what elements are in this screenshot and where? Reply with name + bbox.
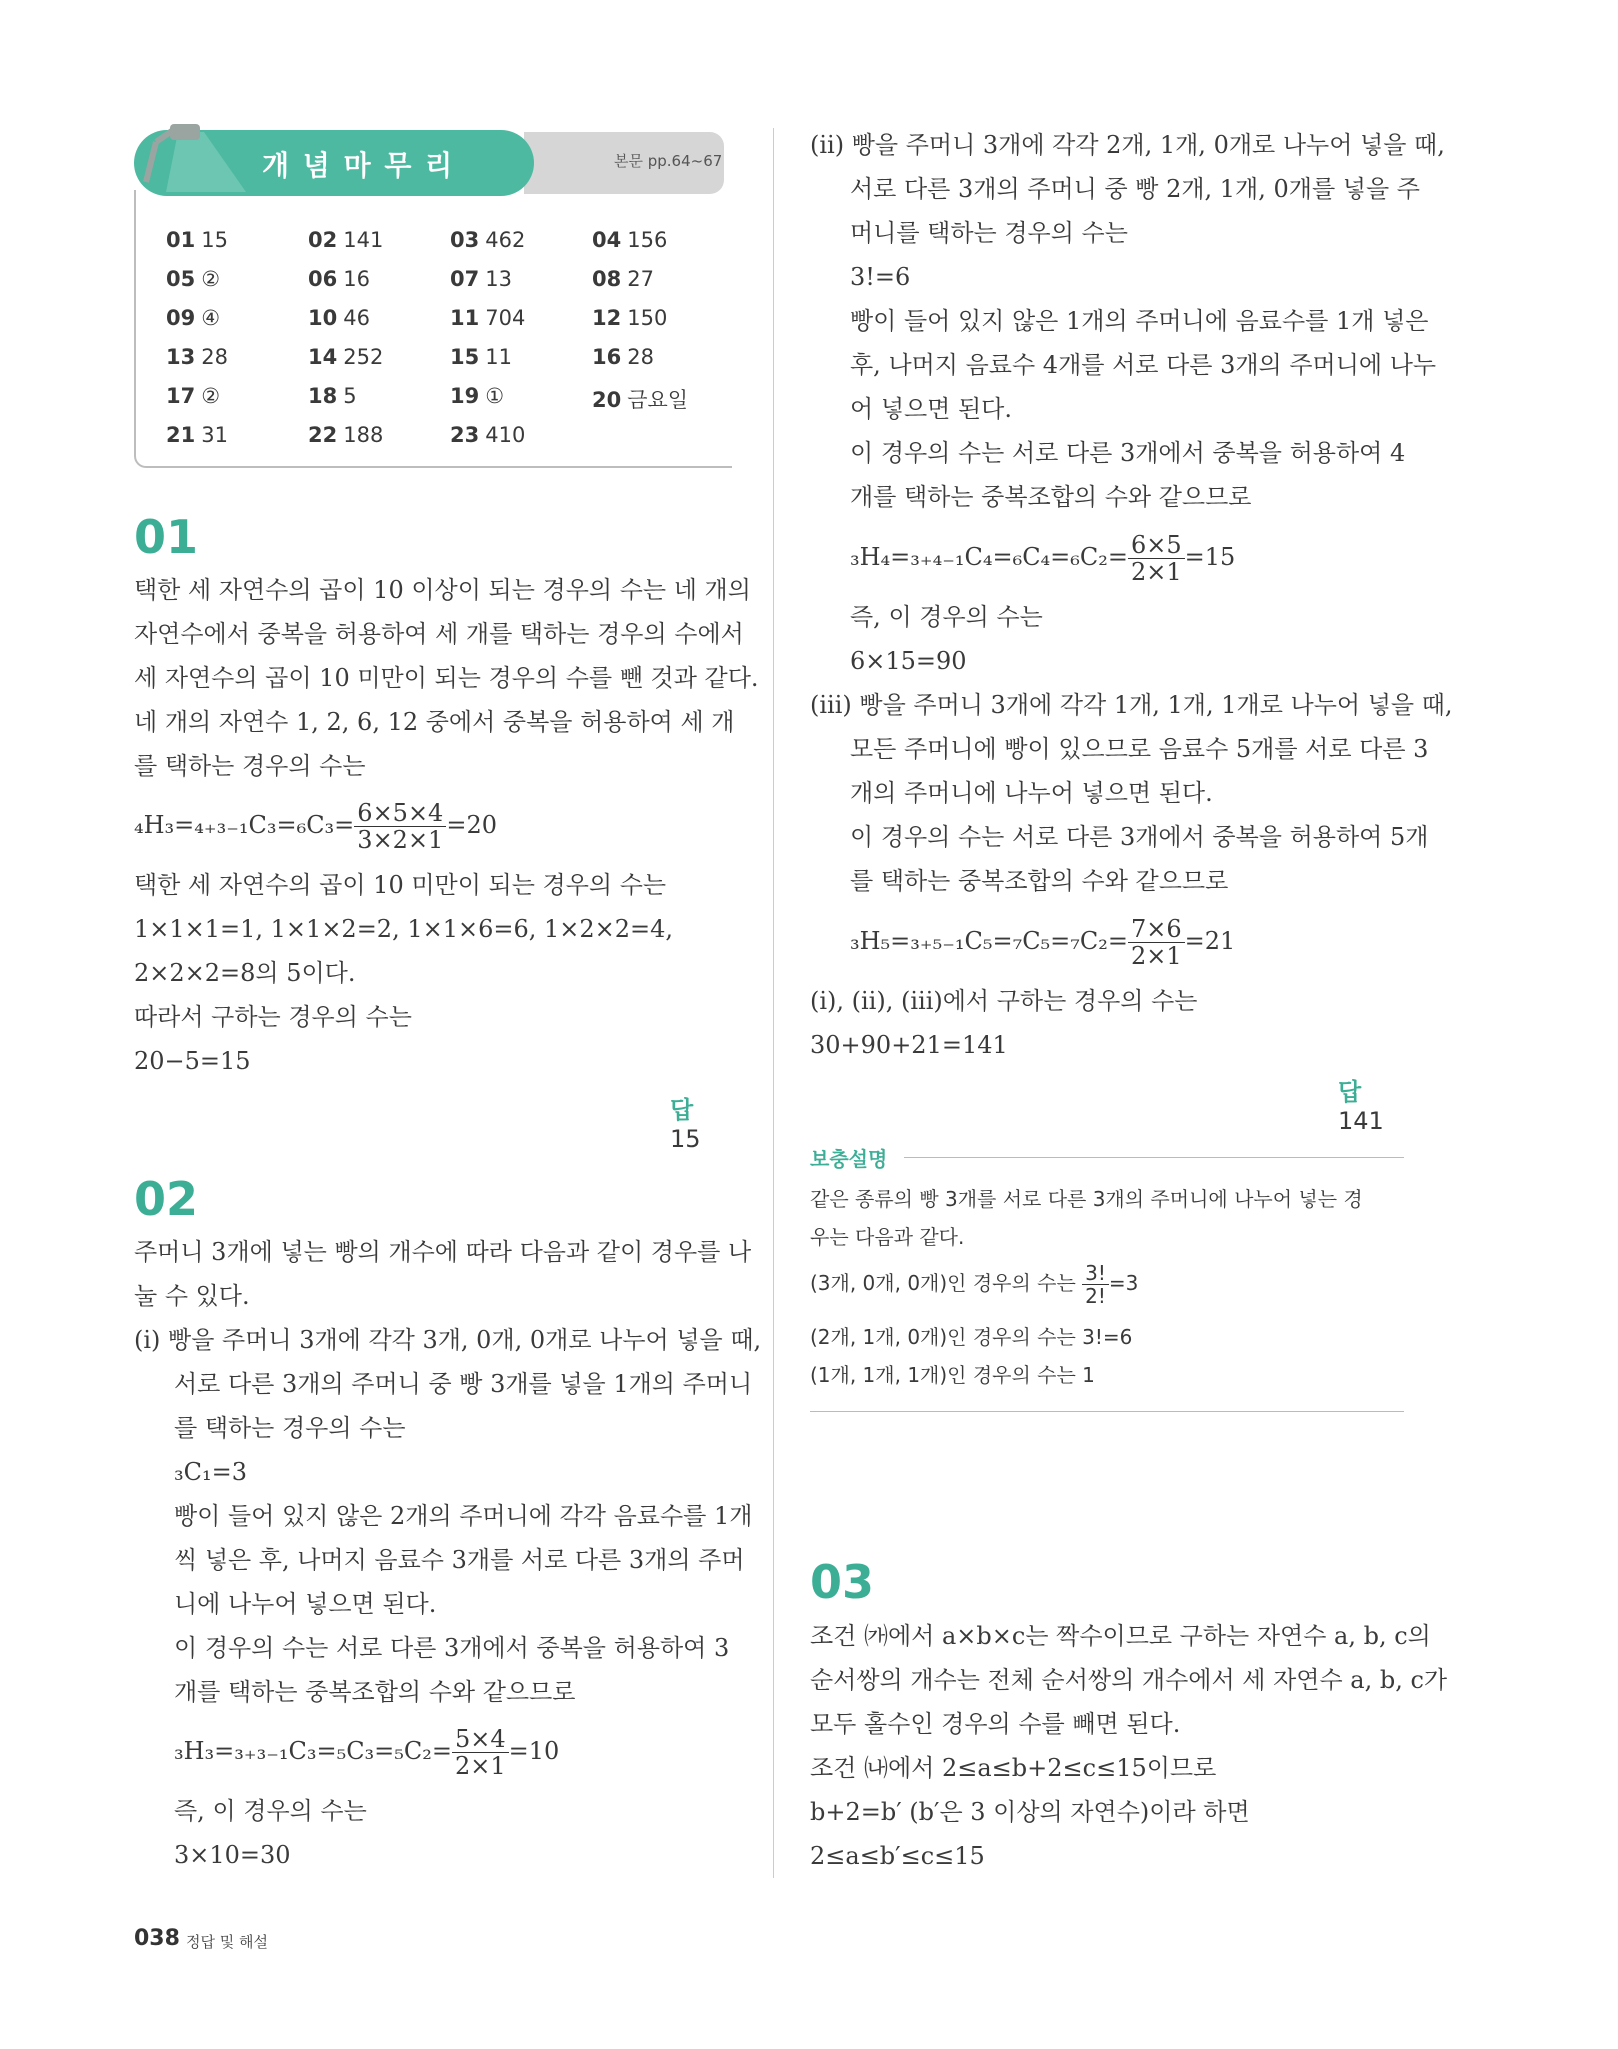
s02b-text: 개를 택하는 중복조합의 수와 같으므로 (850, 483, 1252, 511)
s02b-text: 이 경우의 수는 서로 다른 3개에서 중복을 허용하여 4 (850, 439, 1406, 467)
answer-value: 141 (1338, 1107, 1384, 1135)
answer-cell (308, 306, 370, 330)
answer-number: 11 (450, 306, 480, 330)
numerator: 6×5×4 (354, 800, 446, 827)
denominator: 2×1 (1131, 942, 1182, 970)
answer-value: 5 (343, 384, 357, 408)
answer-number: 21 (166, 423, 196, 447)
answer-number: 06 (308, 267, 338, 291)
fraction (354, 800, 446, 853)
answer-value: ① (485, 384, 505, 408)
formula-lhs: ₃H₃=₃₊₃₋₁C₃=₅C₃=₅C₂= (174, 1737, 453, 1765)
s01-text: 자연수에서 중복을 허용하여 세 개를 택하는 경우의 수에서 (134, 620, 744, 648)
s01-formula (134, 800, 497, 853)
fraction (1128, 916, 1185, 969)
s01-text: 세 자연수의 곱이 10 미만이 되는 경우의 수를 뺀 것과 같다. (134, 664, 759, 692)
answer-value: 28 (201, 345, 228, 369)
formula-rhs: =15 (1184, 543, 1236, 571)
answer-number: 12 (592, 306, 622, 330)
numerator: 5×4 (452, 1726, 509, 1753)
answer-value: 15 (201, 228, 228, 252)
s02b-text: 머니를 택하는 경우의 수는 (850, 219, 1128, 247)
answer-cell (308, 228, 383, 252)
answer-cell (166, 306, 220, 330)
denominator: 2! (1085, 1284, 1106, 1308)
answer-number: 03 (450, 228, 480, 252)
formula-lhs: ₃H₅=₃₊₅₋₁C₅=₇C₅=₇C₂= (850, 927, 1129, 955)
numerator: 7×6 (1128, 916, 1185, 943)
s03-text: 순서쌍의 개수는 전체 순서쌍의 개수에서 세 자연수 a, b, c가 (810, 1666, 1448, 1694)
answer-cell (450, 423, 525, 447)
s02b-text: 서로 다른 3개의 주머니 중 빵 2개, 1개, 0개를 넣을 주 (850, 175, 1420, 203)
answer-number: 13 (166, 345, 196, 369)
supplement-title: 보충설명 (810, 1147, 888, 1171)
denominator: 3×2×1 (357, 826, 444, 854)
s03-text: 2≤a≤b′≤c≤15 (810, 1842, 985, 1870)
answer-number: 18 (308, 384, 338, 408)
s02b-text: 이 경우의 수는 서로 다른 3개에서 중복을 허용하여 5개 (850, 823, 1429, 851)
s02b-text: 빵이 들어 있지 않은 1개의 주머니에 음료수를 1개 넣은 (850, 307, 1429, 335)
section-number-03: 03 (810, 1555, 875, 1609)
answer-number: 23 (450, 423, 480, 447)
answer-number: 02 (308, 228, 338, 252)
answer-number: 08 (592, 267, 622, 291)
fraction (452, 1726, 509, 1779)
s02-text: 개를 택하는 중복조합의 수와 같으므로 (174, 1678, 576, 1706)
answer-01 (670, 1090, 734, 1153)
s01-text: 택한 세 자연수의 곱이 10 미만이 되는 경우의 수는 (134, 871, 667, 899)
answer-value: 462 (485, 228, 526, 252)
answer-cell (592, 345, 654, 369)
s02-text: 서로 다른 3개의 주머니 중 빵 3개를 넣을 1개의 주머니 (174, 1370, 753, 1398)
answer-cell (592, 306, 667, 330)
answer-number: 17 (166, 384, 196, 408)
answer-value: 28 (627, 345, 654, 369)
fraction (1128, 532, 1185, 585)
answer-02 (1338, 1072, 1410, 1135)
answer-number: 07 (450, 267, 480, 291)
s01-text: 2×2×2=8의 5이다. (134, 959, 356, 987)
answer-value: 31 (201, 423, 228, 447)
answer-number: 22 (308, 423, 338, 447)
answer-number: 10 (308, 306, 338, 330)
answer-value: ④ (201, 306, 221, 330)
s01-text: 택한 세 자연수의 곱이 10 이상이 되는 경우의 수는 네 개의 (134, 576, 751, 604)
s02-text: 니에 나누어 넣으면 된다. (174, 1590, 437, 1618)
s02b-text: 3!=6 (850, 263, 911, 291)
answer-cell (166, 267, 220, 291)
s03-text: 조건 ㈏에서 2≤a≤b+2≤c≤15이므로 (810, 1754, 1217, 1782)
answer-number: 04 (592, 228, 622, 252)
answer-number: 19 (450, 384, 480, 408)
supplement-bottom-rule (810, 1411, 1404, 1412)
page-number: 038 (134, 1926, 180, 1951)
answer-value: 141 (343, 228, 384, 252)
s02b-text: (ⅱ) 빵을 주머니 3개에 각각 2개, 1개, 0개로 나누어 넣을 때, (810, 131, 1445, 159)
answer-label: 답 (670, 1096, 694, 1124)
s02b-text: 모든 주머니에 빵이 있으므로 음료수 5개를 서로 다른 3 (850, 735, 1429, 763)
s02b-text: 를 택하는 중복조합의 수와 같으므로 (850, 867, 1229, 895)
s02-formula (174, 1726, 559, 1779)
answer-cell (308, 267, 370, 291)
answer-value: 410 (485, 423, 526, 447)
s02b-text: 6×15=90 (850, 647, 967, 675)
s03-text: 조건 ㈎에서 a×b×c는 짝수이므로 구하는 자연수 a, b, c의 (810, 1622, 1431, 1650)
answer-number: 01 (166, 228, 196, 252)
formula-lhs: ₃H₄=₃₊₄₋₁C₄=₆C₄=₆C₂= (850, 543, 1129, 571)
s02-text: 즉, 이 경우의 수는 (174, 1797, 367, 1825)
section-number-01: 01 (134, 510, 199, 564)
formula-rhs: =21 (1184, 927, 1236, 955)
s02-text: 눌 수 있다. (134, 1282, 250, 1310)
supp-text (810, 1262, 1138, 1307)
denominator: 2×1 (1131, 558, 1182, 586)
answer-value: 27 (627, 267, 654, 291)
s02-text: 주머니 3개에 넣는 빵의 개수에 따라 다음과 같이 경우를 나 (134, 1238, 752, 1266)
formula-rhs: =20 (446, 811, 497, 839)
s01-text: 네 개의 자연수 1, 2, 6, 12 중에서 중복을 허용하여 세 개 (134, 708, 735, 736)
s01-text: 따라서 구하는 경우의 수는 (134, 1003, 412, 1031)
s02-text: 씩 넣은 후, 나머지 음료수 3개를 서로 다른 3개의 주머 (174, 1546, 745, 1574)
s02b-text: (ⅰ), (ⅱ), (ⅲ)에서 구하는 경우의 수는 (810, 987, 1198, 1015)
answer-cell (308, 423, 383, 447)
fraction (1082, 1262, 1109, 1307)
answer-cell (166, 228, 228, 252)
answer-value: 252 (343, 345, 384, 369)
s02-text: 이 경우의 수는 서로 다른 3개에서 중복을 허용하여 3 (174, 1634, 730, 1662)
answer-value: 156 (627, 228, 668, 252)
s01-text: 를 택하는 경우의 수는 (134, 752, 366, 780)
formula-lhs: ₄H₃=₄₊₃₋₁C₃=₆C₃= (134, 811, 355, 839)
answer-label: 답 (1338, 1078, 1362, 1106)
box-title: 개 념 마 무 리 (262, 149, 455, 182)
footer-label: 정답 및 해설 (186, 1933, 268, 1951)
answer-value: 16 (343, 267, 370, 291)
s03-text: b+2=b′ (b′은 3 이상의 자연수)이라 하면 (810, 1798, 1250, 1826)
s02b-text: 후, 나머지 음료수 4개를 서로 다른 3개의 주머니에 나누 (850, 351, 1437, 379)
numerator: 3! (1082, 1262, 1109, 1285)
section-number-02: 02 (134, 1172, 199, 1226)
answer-cell (166, 423, 228, 447)
s02b-text: 어 넣으면 된다. (850, 395, 1012, 423)
s01-text: 1×1×1=1, 1×1×2=2, 1×1×6=6, 1×2×2=4, (134, 915, 674, 943)
answer-cell (450, 345, 512, 369)
s02b-text: 개의 주머니에 나누어 넣으면 된다. (850, 779, 1213, 807)
s02b-text: 즉, 이 경우의 수는 (850, 603, 1043, 631)
supp-text-part: =3 (1108, 1271, 1139, 1295)
answer-value: 150 (627, 306, 668, 330)
answer-number: 09 (166, 306, 196, 330)
answer-cell (450, 228, 525, 252)
answer-cell (592, 228, 667, 252)
supp-text-part: (3개, 0개, 0개)인 경우의 수는 (810, 1271, 1083, 1295)
s02b-text: 30+90+21=141 (810, 1031, 1008, 1059)
answer-value: 금요일 (627, 388, 689, 412)
answer-value: ② (201, 267, 221, 291)
concept-review-box (134, 130, 732, 468)
answer-number: 05 (166, 267, 196, 291)
answer-value: 13 (485, 267, 512, 291)
answer-value: ② (201, 384, 221, 408)
supp-text: 같은 종류의 빵 3개를 서로 다른 3개의 주머니에 나누어 넣는 경 (810, 1187, 1363, 1211)
s02-text: (ⅰ) 빵을 주머니 3개에 각각 3개, 0개, 0개로 나누어 넣을 때, (134, 1326, 762, 1354)
answer-value: 11 (485, 345, 512, 369)
answer-number: 15 (450, 345, 480, 369)
answer-cell (166, 345, 228, 369)
s02-text: ₃C₁=3 (174, 1458, 247, 1486)
s02-text: 3×10=30 (174, 1841, 291, 1869)
answer-number: 16 (592, 345, 622, 369)
answer-cell (450, 267, 512, 291)
answer-cell (592, 267, 654, 291)
s02b-text: (ⅲ) 빵을 주머니 3개에 각각 1개, 1개, 1개로 나누어 넣을 때, (810, 691, 1453, 719)
s02-text: 빵이 들어 있지 않은 2개의 주머니에 각각 음료수를 1개 (174, 1502, 753, 1530)
answer-cell (450, 306, 525, 330)
s03-text: 모두 홀수인 경우의 수를 빼면 된다. (810, 1710, 1181, 1738)
answer-value: 188 (343, 423, 384, 447)
supp-text: 우는 다음과 같다. (810, 1225, 965, 1249)
s02b-formula (850, 532, 1235, 585)
s02-text: 를 택하는 경우의 수는 (174, 1414, 406, 1442)
answer-cell (166, 384, 220, 408)
answer-cell (308, 384, 357, 408)
answer-cell (592, 384, 688, 414)
s01-text: 20−5=15 (134, 1047, 251, 1075)
numerator: 6×5 (1128, 532, 1185, 559)
supp-text: (1개, 1개, 1개)인 경우의 수는 1 (810, 1363, 1095, 1387)
formula-rhs: =10 (508, 1737, 560, 1765)
page-ref: 본문 pp.64~67 (614, 152, 723, 170)
answer-cell (450, 384, 504, 408)
answer-number: 20 (592, 388, 622, 412)
column-divider (773, 128, 774, 1878)
supp-text: (2개, 1개, 0개)인 경우의 수는 3!=6 (810, 1325, 1133, 1349)
answer-value: 46 (343, 306, 370, 330)
s02b-formula (850, 916, 1235, 969)
answer-number: 14 (308, 345, 338, 369)
answer-value: 704 (485, 306, 526, 330)
answer-value: 15 (670, 1125, 701, 1153)
denominator: 2×1 (455, 1752, 506, 1780)
answer-cell (308, 345, 383, 369)
supplement-rule (904, 1157, 1404, 1158)
